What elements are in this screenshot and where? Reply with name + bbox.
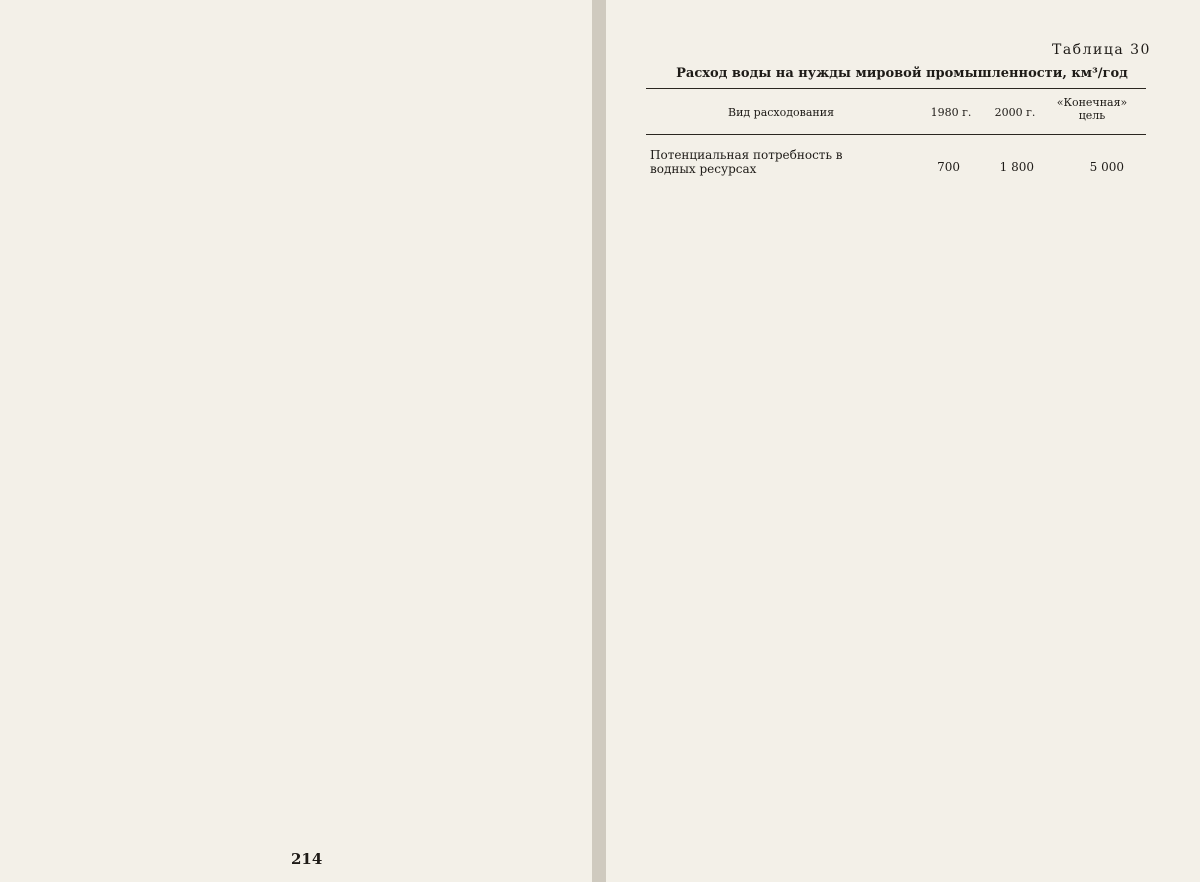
table-top-rule: [646, 88, 1146, 89]
row-value-potential-1980: 700: [937, 160, 960, 174]
row-label-potential: Потенциальная потребность в водных ресурсах: [650, 148, 843, 176]
column-header-usage: Вид расходования: [727, 106, 835, 119]
right-page: [606, 0, 1200, 882]
row-value-potential-goal: 5 000: [1089, 160, 1124, 174]
column-header-goal: «Конечная» цель: [1056, 96, 1128, 122]
table-caption: Расход воды на нужды мировой промышленности, км³/год: [676, 66, 1128, 81]
page-number-left: 214: [291, 850, 323, 868]
left-page: [0, 0, 598, 882]
row-value-potential-2000: 1 800: [999, 160, 1034, 174]
table-label: Таблица 30: [1052, 42, 1151, 58]
column-header-2000: 2000 г.: [994, 106, 1036, 119]
table-header-rule: [646, 134, 1146, 135]
column-header-1980: 1980 г.: [930, 106, 972, 119]
